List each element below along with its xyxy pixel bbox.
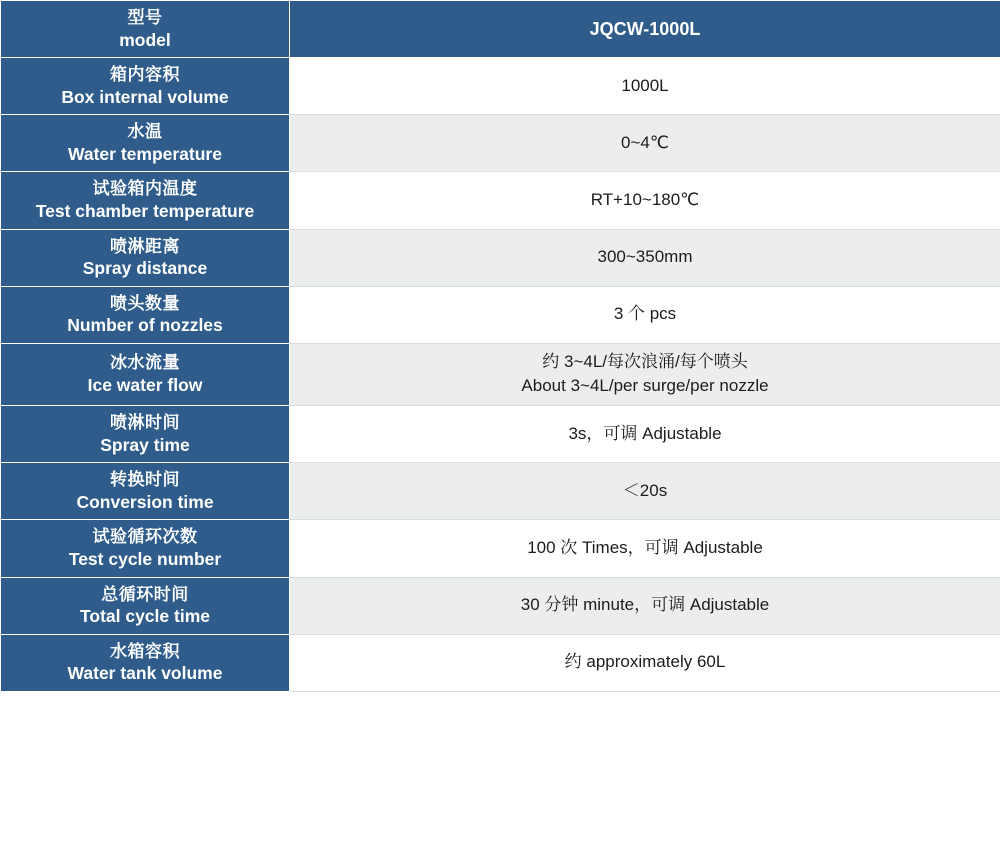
row-label-en: Test cycle number [68, 549, 222, 570]
value-line: 300~350mm [597, 247, 693, 267]
row-label-cell [1, 463, 290, 520]
table-row [1, 343, 1000, 405]
table-row [1, 58, 1000, 115]
row-label-cn: 试验循环次数 [92, 527, 198, 547]
header-label-cn: 型号 [127, 8, 163, 27]
row-label-cell [1, 58, 290, 115]
row-label-en: Number of nozzles [67, 315, 223, 336]
row-label-cell [1, 343, 290, 405]
value-line: 3s，可调 Adjustable [568, 423, 722, 443]
header-label-cell [1, 1, 290, 58]
row-label-cn: 水箱容积 [110, 641, 180, 661]
value-line: ＜20s [622, 481, 668, 501]
table-row [1, 577, 1000, 634]
value-line: 100 次 Times，可调 Adjustable [527, 538, 763, 558]
row-label-cn: 喷淋距离 [110, 236, 180, 256]
table-row [1, 634, 1000, 691]
value-line: 约 approximately 60L [564, 652, 726, 672]
table-body [1, 1, 1000, 692]
value-line: 约 3~4L/每次浪涌/每个喷头 [542, 351, 748, 371]
table-header-row [1, 1, 1000, 58]
table-row [1, 172, 1000, 229]
row-label-cn: 转换时间 [110, 470, 180, 490]
row-label-cn: 喷淋时间 [110, 413, 180, 433]
row-label-cn: 冰水流量 [110, 353, 180, 373]
row-label-en: Ice water flow [87, 375, 203, 396]
row-label-cell [1, 634, 290, 691]
row-value-cell [290, 115, 1000, 172]
row-value-cell [290, 406, 1000, 463]
value-line: 1000L [621, 75, 669, 95]
row-label-cn: 水温 [127, 122, 163, 142]
row-label-en: Conversion time [76, 492, 214, 513]
table-row [1, 520, 1000, 577]
row-label-en: Water temperature [68, 144, 222, 165]
row-value-cell [290, 520, 1000, 577]
table-row [1, 286, 1000, 343]
row-value-cell [290, 58, 1000, 115]
row-value-cell [290, 286, 1000, 343]
row-label-en: Total cycle time [79, 606, 210, 627]
row-label-cell [1, 520, 290, 577]
table-row [1, 229, 1000, 286]
row-label-cell [1, 172, 290, 229]
value-line: 3 个 pcs [613, 304, 677, 324]
value-line: 0~4℃ [621, 133, 669, 153]
row-label-en: Water tank volume [67, 663, 223, 684]
row-label-cell [1, 286, 290, 343]
value-line: RT+10~180℃ [590, 190, 700, 210]
row-value-cell [290, 172, 1000, 229]
row-label-cell [1, 229, 290, 286]
row-label-cn: 试验箱内温度 [92, 179, 198, 199]
header-value-cell: JQCW-1000L [290, 1, 1000, 58]
row-label-cell [1, 577, 290, 634]
row-label-cn: 喷头数量 [110, 293, 180, 313]
row-value-cell [290, 463, 1000, 520]
row-label-en: Box internal volume [61, 86, 229, 107]
row-value-cell [290, 343, 1000, 405]
header-label-en: model [119, 29, 171, 50]
row-label-cn: 总循环时间 [101, 584, 189, 604]
row-label-cell [1, 406, 290, 463]
table-row [1, 406, 1000, 463]
row-value-cell [290, 229, 1000, 286]
table-row [1, 115, 1000, 172]
row-value-cell [290, 634, 1000, 691]
row-label-en: Spray time [100, 434, 190, 455]
value-line: 30 分钟 minute，可调 Adjustable [520, 595, 770, 615]
value-line: About 3~4L/per surge/per nozzle [521, 376, 769, 396]
row-label-cell [1, 115, 290, 172]
row-label-en: Spray distance [82, 258, 208, 279]
row-label-en: Test chamber temperature [35, 201, 255, 222]
row-label-cn: 箱内容积 [110, 65, 180, 85]
row-value-cell [290, 577, 1000, 634]
table-row [1, 463, 1000, 520]
